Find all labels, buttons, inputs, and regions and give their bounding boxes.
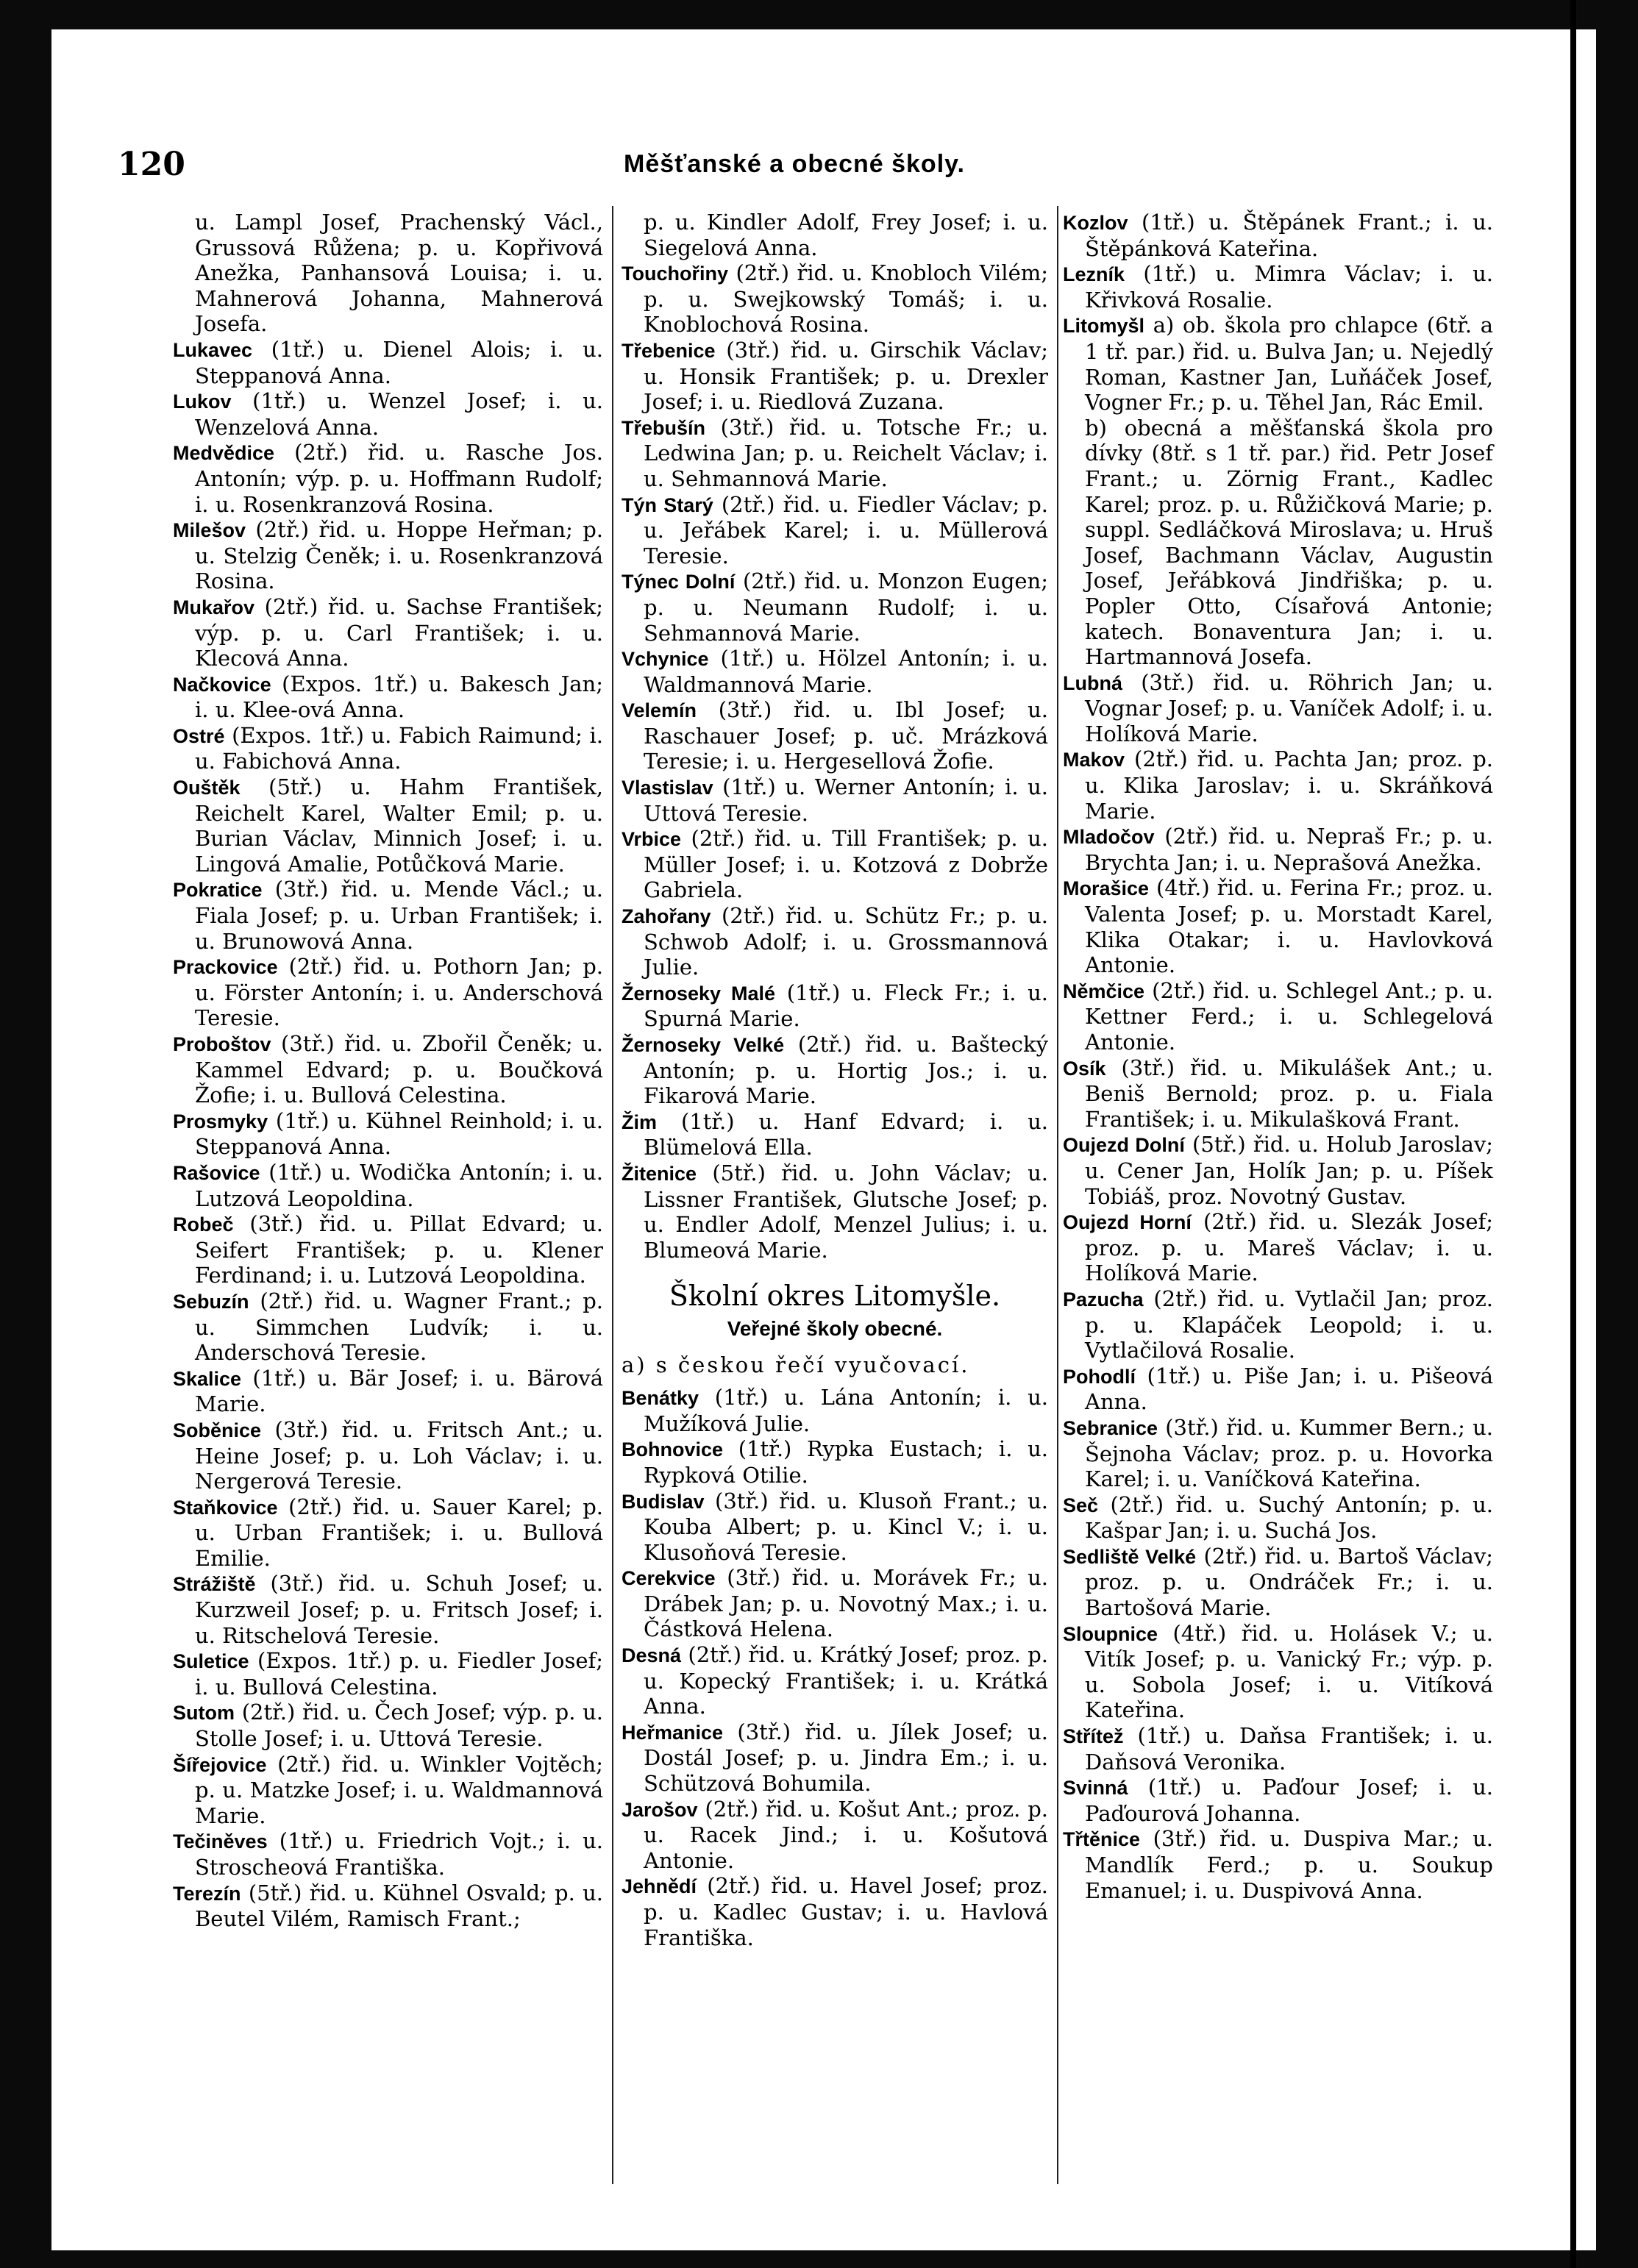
entry-text: (1tř.) u. Piše Jan; i. u. Pišeová Anna. — [1085, 1363, 1493, 1415]
entry-text: a) ob. škola pro chlapce (6tř. a 1 tř. par.) řid. u. Bulva Jan; u. Nejedlý Roman, Kastner Jan, Luňáček Josef, Vogner Fr.; p. u. Těhel Jan, Rác Emil. — [1085, 313, 1493, 416]
place-name: Ostré — [173, 724, 225, 747]
school-entry — [1063, 875, 1493, 977]
school-entry — [173, 388, 603, 440]
place-name: Benátky — [622, 1387, 699, 1410]
place-name: Velemín — [622, 699, 697, 722]
school-entry — [622, 903, 1048, 980]
section-subtitle: Veřejné školy obecné. — [727, 1316, 943, 1340]
column-left — [173, 210, 603, 1932]
entry-text: (1tř.) u. Štěpánek Frant.; i. u. Štěpánková Kateřina. — [1085, 210, 1494, 261]
place-name: Ouštěk — [173, 777, 241, 799]
place-name: Soběnice — [173, 1419, 262, 1441]
entry-text: (1tř.) Rypka Eustach; i. u. Rypková Otilie. — [644, 1436, 1049, 1488]
entry-list-b — [622, 1385, 1048, 1950]
place-name: Proboštov — [173, 1033, 271, 1055]
entry-text: (2tř.) řid. u. Bartoš Václav; proz. p. u. Ondráček Fr.; i. u. Bartošová Marie. — [1085, 1543, 1493, 1621]
book-spine-shadow — [1570, 0, 1576, 2268]
place-name: Třebenice — [622, 339, 716, 362]
school-entry — [1063, 1621, 1493, 1723]
school-entry — [1063, 1492, 1493, 1544]
place-name: Pazucha — [1063, 1288, 1144, 1310]
entry-text: (2tř.) řid. u. Schlegel Ant.; p. u. Kettner Ferd.; i. u. Schlegelová Antonie. — [1085, 977, 1493, 1055]
entry-text: (2tř.) řid. u. Knobloch Vilém; p. u. Swejkowský Tomáš; i. u. Knoblochová Rosina. — [644, 260, 1049, 338]
school-entry — [173, 1648, 603, 1700]
column-right — [1063, 210, 1493, 1903]
place-name: Touchořiny — [622, 263, 728, 285]
running-title: Měšťanské a obecné školy. — [624, 150, 965, 178]
entry-text: (2tř.) řid. u. Schütz Fr.; p. u. Schwob Adolf; i. u. Grossmannová Julie. — [644, 903, 1048, 980]
column-middle — [622, 210, 1048, 1950]
school-entry — [173, 1880, 603, 1932]
school-entry — [173, 1700, 603, 1751]
place-name: Vchynice — [622, 648, 709, 671]
entry-text: (2tř.) řid. u. Nepraš Fr.; p. u. Brychta Jan; i. u. Neprašová Anežka. — [1085, 824, 1494, 875]
entry-text: (1tř.) u. Friedrich Vojt.; i. u. Stroscheová Františka. — [195, 1828, 604, 1880]
place-name: Žim — [622, 1110, 658, 1133]
entry-text: (3tř.) řid. u. Mikulášek Ant.; u. Beniš Bernold; proz. p. u. Fiala František; i. u. Mikulašková Frant. — [1085, 1055, 1494, 1132]
school-entry — [173, 1211, 603, 1288]
entry-text: (2tř.) řid. u. Čech Josef; výp. p. u. Stolle Josef; i. u. Uttová Teresie. — [195, 1700, 604, 1752]
school-entry — [173, 1752, 603, 1829]
entry-text: (2tř.) řid. u. Slezák Josef; proz. p. u. Mareš Václav; i. u. Holíková Marie. — [1085, 1209, 1494, 1286]
place-name: Žitenice — [622, 1162, 697, 1185]
entry-text: (3tř.) řid. u. Girschik Václav; u. Honsik František; p. u. Drexler Josef; i. u. Riedlová Zuzana. — [644, 337, 1048, 415]
place-name: Litomyšl — [1063, 315, 1145, 338]
school-entry — [173, 1160, 603, 1211]
school-entry — [622, 260, 1048, 338]
place-name: Vrbice — [622, 828, 682, 851]
school-entry — [173, 1108, 603, 1160]
entry-text: (3tř.) řid. u. Zbořil Čeněk; u. Kammel Edvard; p. u. Boučková Žofie; i. u. Bullová Celestina. — [195, 1031, 603, 1108]
school-entry — [1063, 1209, 1493, 1286]
place-name: Lezník — [1063, 263, 1125, 286]
place-name: Seč — [1063, 1494, 1099, 1516]
place-name: Cerekvice — [622, 1567, 716, 1590]
school-entry — [1063, 1723, 1493, 1775]
place-name: Mukařov — [173, 596, 255, 618]
place-name: Prosmyky — [173, 1110, 268, 1133]
school-entry — [173, 1571, 603, 1648]
school-entry — [173, 877, 603, 954]
place-name: Staňkovice — [173, 1496, 278, 1519]
school-entry — [622, 646, 1048, 697]
entry-text: (2tř.) řid. u. Wagner Frant.; p. u. Simmchen Ludvík; i. u. Anderschová Teresie. — [195, 1288, 603, 1366]
entry-text: (2tř.) řid. u. Rasche Jos. Antonín; výp. p. u. Hoffmann Rudolf; i. u. Rosenkranzová Rosina. — [195, 440, 603, 517]
school-entry — [173, 671, 603, 723]
place-name: Jarošov — [622, 1798, 698, 1821]
district-title: Školní okres Litomyšle. — [669, 1280, 1001, 1313]
entry-text: (1tř.) u. Werner Antonín; i. u. Uttová Teresie. — [644, 774, 1048, 826]
entry-text: (2tř.) řid. u. Suchý Antonín; p. u. Kašpar Jan; i. u. Suchá Jos. — [1085, 1491, 1493, 1544]
place-name: Žernoseky Velké — [622, 1034, 785, 1056]
entry-text: (2tř.) řid. u. Vytlačil Jan; proz. p. u. Klapáček Leopold; i. u. Vytlačilová Rosalie. — [1085, 1285, 1493, 1363]
school-entry — [1063, 1363, 1493, 1415]
place-name: Bohnovice — [622, 1438, 724, 1461]
school-entry — [622, 1032, 1048, 1109]
entry-text: (5tř.) řid. u. Kühnel Osvald; p. u. Beutel Vilém, Ramisch Frant.; — [195, 1880, 604, 1932]
entry-text: (2tř.) řid. u. Pothorn Jan; p. u. Förster Antonín; i. u. Anderschová Teresie. — [195, 954, 604, 1031]
entry-continuation — [173, 210, 603, 337]
column-divider — [1057, 206, 1058, 2184]
entry-text: (2tř.) řid. u. Pachta Jan; proz. p. u. Klika Jaroslav; i. u. Skráňková Marie. — [1085, 746, 1493, 824]
section-label: a) s českou řečí vyučovací. — [622, 1352, 970, 1377]
place-name: Týnec Dolní — [622, 571, 736, 593]
school-entry — [622, 568, 1048, 646]
entry-text: (1tř.) u. Wodička Antonín; i. u. Lutzová Leopoldina. — [195, 1159, 603, 1211]
place-name: Třtěnice — [1063, 1828, 1141, 1851]
school-entry — [1063, 824, 1493, 875]
entry-text: (3tř.) řid. u. Morávek Fr.; u. Drábek Jan; p. u. Novotný Max.; i. u. Částková Helena. — [644, 1565, 1048, 1642]
entry-text: (1tř.) u. Mimra Václav; i. u. Křivková Rosalie. — [1085, 261, 1494, 313]
entry-text: (2tř.) řid. u. Košut Ant.; proz. p. u. Racek Jind.; i. u. Košutová Antonie. — [644, 1796, 1048, 1873]
school-entry — [622, 1719, 1048, 1797]
school-entry — [1063, 1415, 1493, 1492]
page-header — [118, 146, 1471, 190]
place-name: Mladočov — [1063, 826, 1155, 849]
place-name: Střítež — [1063, 1725, 1124, 1748]
entry-text: (4tř.) řid. u. Ferina Fr.; proz. u. Valenta Josef; p. u. Morstadt Karel, Klika Otakar; i. u. Havlovková Antonie. — [1085, 875, 1494, 978]
place-name: Sebranice — [1063, 1416, 1158, 1439]
school-entry — [622, 1565, 1048, 1642]
entry-text: (3tř.) řid. u. Schuh Josef; u. Kurzweil Josef; p. u. Fritsch Josef; i. u. Ritschelová Teresie. — [195, 1571, 604, 1648]
school-entry — [173, 337, 603, 388]
place-name: Žernoseky Malé — [622, 982, 776, 1005]
entry-text: (2tř.) řid. u. Winkler Vojtěch; p. u. Matzke Josef; i. u. Waldmannová Marie. — [195, 1751, 603, 1828]
place-name: Skalice — [173, 1367, 242, 1390]
school-entry — [622, 415, 1048, 492]
place-name: Osík — [1063, 1057, 1106, 1080]
entry-text: (2tř.) řid. u. Baštecký Antonín; p. u. Hortig Jos.; i. u. Fikarová Marie. — [644, 1032, 1049, 1109]
entry-text: (1tř.) u. Hanf Edvard; i. u. Blümelová Ella. — [644, 1108, 1048, 1160]
school-entry — [1063, 1132, 1493, 1209]
entry-text: (Expos. 1tř.) p. u. Fiedler Josef; i. u. Bullová Celestina. — [195, 1648, 603, 1700]
entry-continuation — [1063, 416, 1493, 670]
place-name: Lukavec — [173, 338, 253, 361]
entry-text: (1tř.) u. Bär Josef; i. u. Bärová Marie. — [195, 1365, 604, 1417]
entry-continuation — [622, 210, 1048, 260]
place-name: Svinná — [1063, 1777, 1128, 1800]
place-name: Týn Starý — [622, 493, 713, 516]
place-name: Sutom — [173, 1702, 235, 1725]
place-name: Vlastislav — [622, 777, 713, 799]
place-name: Desná — [622, 1644, 682, 1667]
place-name: Robeč — [173, 1213, 234, 1236]
page-number: 120 — [118, 146, 185, 183]
entry-text: (2tř.) řid. u. Hoppe Heřman; p. u. Stelzig Čeněk; i. u. Rosenkranzová Rosina. — [195, 517, 603, 594]
place-name: Tečiněves — [173, 1830, 268, 1853]
school-entry — [1063, 1544, 1493, 1621]
school-entry — [1063, 978, 1493, 1055]
school-entry — [622, 1873, 1048, 1950]
school-entry — [622, 1488, 1048, 1566]
entry-text: (4tř.) řid. u. Holásek V.; u. Vitík Josef; p. u. Vanický Fr.; výp. p. u. Sobola Josef; i. u. Vitíková Kateřina. — [1085, 1620, 1493, 1723]
place-name: Budislav — [622, 1490, 705, 1513]
place-name: Pohodlí — [1063, 1365, 1136, 1388]
entry-text: (3tř.) řid. u. Ibl Josef; u. Raschauer Josef; p. uč. Mrázková Teresie; i. u. Hergesellová Žofie. — [644, 697, 1049, 774]
school-entry — [1063, 261, 1493, 313]
place-name: Makov — [1063, 749, 1125, 771]
school-entry — [1063, 670, 1493, 747]
place-name: Medvědice — [173, 442, 275, 465]
entry-text: (2tř.) řid. u. Havel Josef; proz. p. u. Kadlec Gustav; i. u. Havlová Františka. — [644, 1873, 1049, 1950]
entry-text: (5tř.) řid. u. Holub Jaroslav; u. Cener Jan, Holík Jan; p. u. Píšek Tobiáš, proz. Novotný Gustav. — [1085, 1132, 1494, 1209]
school-entry — [173, 440, 603, 517]
entry-text: (Expos. 1tř.) u. Fabich Raimund; i. u. Fabichová Anna. — [195, 722, 603, 774]
school-entry — [622, 1109, 1048, 1160]
place-name: Heřmanice — [622, 1721, 724, 1744]
school-entry — [173, 594, 603, 671]
school-entry — [622, 492, 1048, 569]
school-entry — [622, 1385, 1048, 1436]
place-name: Lubná — [1063, 671, 1122, 694]
place-name: Němčice — [1063, 980, 1145, 1002]
place-name: Pokratice — [173, 879, 263, 902]
school-entry — [1063, 1055, 1493, 1133]
column-divider — [612, 206, 613, 2184]
entry-text: u. Lampl Josef, Prachenský Václ., Grussová Růžena; p. u. Kopřivová Anežka, Panhansová Louisa; i. u. Mahnerová Johanna, Mahnerová Josefa. — [195, 210, 603, 337]
entry-text: (3tř.) řid. u. Jílek Josef; u. Dostál Josef; p. u. Jindra Em.; i. u. Schützová Bohumila. — [644, 1719, 1048, 1797]
school-entry — [173, 517, 603, 594]
place-name: Sloupnice — [1063, 1622, 1158, 1645]
place-name: Sebuzín — [173, 1290, 249, 1313]
entry-text: (2tř.) řid. u. Monzon Eugen; p. u. Neumann Rudolf; i. u. Sehmannová Marie. — [644, 568, 1048, 646]
school-entry — [622, 338, 1048, 415]
entry-text: (3tř.) řid. u. Pillat Edvard; u. Seifert František; p. u. Klener Ferdinand; i. u. Lutzová Leopoldina. — [195, 1211, 603, 1288]
place-name: Zahořany — [622, 905, 711, 928]
school-entry — [622, 826, 1048, 903]
entry-text: (3tř.) řid. u. Fritsch Ant.; u. Heine Josef; p. u. Loh Václav; i. u. Nergerová Teresie. — [195, 1416, 603, 1494]
school-entry — [173, 954, 603, 1031]
entry-text: (3tř.) řid. u. Kummer Bern.; u. Šejnoha Václav; proz. p. u. Hovorka Karel; i. u. Vaníčková Kateřina. — [1085, 1414, 1493, 1492]
school-entry — [1063, 1775, 1493, 1826]
school-entry — [173, 1828, 603, 1880]
entry-text: (5tř.) u. Hahm František, Reichelt Karel, Walter Emil; p. u. Burian Václav, Minnich Josef; i. u. Lingová Amalie, Potůčková Marie. — [195, 774, 604, 877]
entry-text: (2tř.) řid. u. Sachse František; výp. p. u. Carl František; i. u. Klecová Anna. — [195, 593, 603, 671]
entry-text: (2tř.) řid. u. Sauer Karel; p. u. Urban František; i. u. Bullová Emilie. — [195, 1494, 604, 1571]
school-entry — [622, 697, 1048, 774]
school-entry — [622, 1797, 1048, 1874]
school-entry — [622, 980, 1048, 1032]
place-name: Třebušín — [622, 416, 706, 439]
entry-text: (2tř.) řid. u. Krátký Josef; proz. p. u. Kopecký František; i. u. Krátká Anna. — [644, 1642, 1048, 1719]
entry-text: (5tř.) řid. u. John Václav; u. Lissner František, Glutsche Josef; p. u. Endler Adolf, Menzel Julius; i. u. Blumeová Marie. — [644, 1160, 1048, 1263]
place-name: Prackovice — [173, 956, 278, 979]
entry-text: (1tř.) u. Paďour Josef; i. u. Paďourová Johanna. — [1085, 1775, 1493, 1826]
place-name: Rašovice — [173, 1161, 260, 1184]
entry-text: (1tř.) u. Hölzel Antonín; i. u. Waldmannová Marie. — [644, 646, 1048, 697]
school-entry — [173, 1031, 603, 1108]
school-entry — [1063, 313, 1493, 415]
entry-text: (1tř.) u. Dienel Alois; i. u. Steppanová Anna. — [195, 336, 603, 388]
entry-text: (1tř.) u. Kühnel Reinhold; i. u. Steppanová Anna. — [195, 1108, 604, 1160]
place-name: Jehnědí — [622, 1875, 697, 1898]
school-entry — [1063, 210, 1493, 261]
entry-list-a — [622, 210, 1048, 1263]
school-entry — [622, 774, 1048, 826]
place-name: Morašice — [1063, 877, 1150, 900]
school-entry — [173, 1288, 603, 1366]
school-entry — [173, 723, 603, 774]
place-name: Sedliště Velké — [1063, 1545, 1197, 1568]
school-entry — [1063, 1826, 1493, 1903]
school-entry — [622, 1436, 1048, 1488]
school-entry — [173, 1494, 603, 1572]
place-name: Terezín — [173, 1882, 241, 1905]
entry-text: (2tř.) řid. u. Till František; p. u. Müller Josef; i. u. Kotzová z Dobrže Gabriela. — [644, 826, 1048, 903]
entry-text: (2tř.) řid. u. Fiedler Václav; p. u. Jeřábek Karel; i. u. Müllerová Teresie. — [644, 491, 1048, 568]
entry-text: (3tř.) řid. u. Röhrich Jan; u. Vognar Josef; p. u. Vaníček Adolf; i. u. Holíková Marie. — [1085, 669, 1494, 746]
school-entry — [622, 1160, 1048, 1263]
place-name: Strážiště — [173, 1573, 256, 1596]
place-name: Načkovice — [173, 673, 271, 696]
entry-text: (3tř.) řid. u. Klusoň Frant.; u. Kouba Albert; p. u. Kincl V.; i. u. Klusoňová Teresie. — [644, 1488, 1048, 1565]
entry-text: (1tř.) u. Lána Antonín; i. u. Mužíková Julie. — [644, 1385, 1048, 1436]
entry-text: (3tř.) řid. u. Mende Václ.; u. Fiala Josef; p. u. Urban František; i. u. Brunowová Anna. — [195, 877, 603, 954]
school-entry — [622, 1642, 1048, 1719]
school-entry — [173, 1366, 603, 1417]
place-name: Oujezd Dolní — [1063, 1134, 1185, 1157]
place-name: Kozlov — [1063, 212, 1128, 234]
entry-text: b) obecná a měšťanská škola pro dívky (8tř. s 1 tř. par.) řid. Petr Josef Frant.; u. Zörnig Frant., Kadlec Karel; proz. p. u. Růžičková Marie; p. suppl. Sedláčková Miroslava; u. Hruš Josef, Bachmann Václav, Augustin Josef, Jeřábková Jindřiška; p. u. Popler Otto, Císařová Antonie; katech. Bonaventura Jan; i. u. Hartmannová Josefa. — [1085, 415, 1493, 670]
entry-text: p. u. Kindler Adolf, Frey Josef; i. u. Siegelová Anna. — [644, 210, 1048, 260]
school-entry — [173, 774, 603, 877]
entry-text: (1tř.) u. Fleck Fr.; i. u. Spurná Marie. — [644, 980, 1049, 1032]
place-name: Suletice — [173, 1650, 249, 1673]
entry-text: (1tř.) u. Wenzel Josef; i. u. Wenzelová Anna. — [195, 388, 603, 440]
entry-text: (Expos. 1tř.) u. Bakesch Jan; i. u. Klee-ová Anna. — [195, 671, 603, 723]
entry-text: (3tř.) řid. u. Duspiva Mar.; u. Mandlík Ferd.; p. u. Soukup Emanuel; i. u. Duspivová Anna. — [1085, 1826, 1493, 1903]
entry-text: (3tř.) řid. u. Totsche Fr.; u. Ledwina Jan; p. u. Reichelt Václav; i. u. Sehmannová Marie. — [644, 414, 1049, 491]
school-entry — [173, 1417, 603, 1494]
place-name: Oujezd Horní — [1063, 1211, 1192, 1234]
entry-text: (1tř.) u. Daňsa František; i. u. Daňsová Veronika. — [1085, 1723, 1493, 1775]
school-entry — [1063, 1286, 1493, 1363]
place-name: Milešov — [173, 519, 246, 542]
place-name: Lukov — [173, 391, 232, 413]
school-entry — [1063, 746, 1493, 824]
place-name: Šířejovice — [173, 1753, 267, 1776]
